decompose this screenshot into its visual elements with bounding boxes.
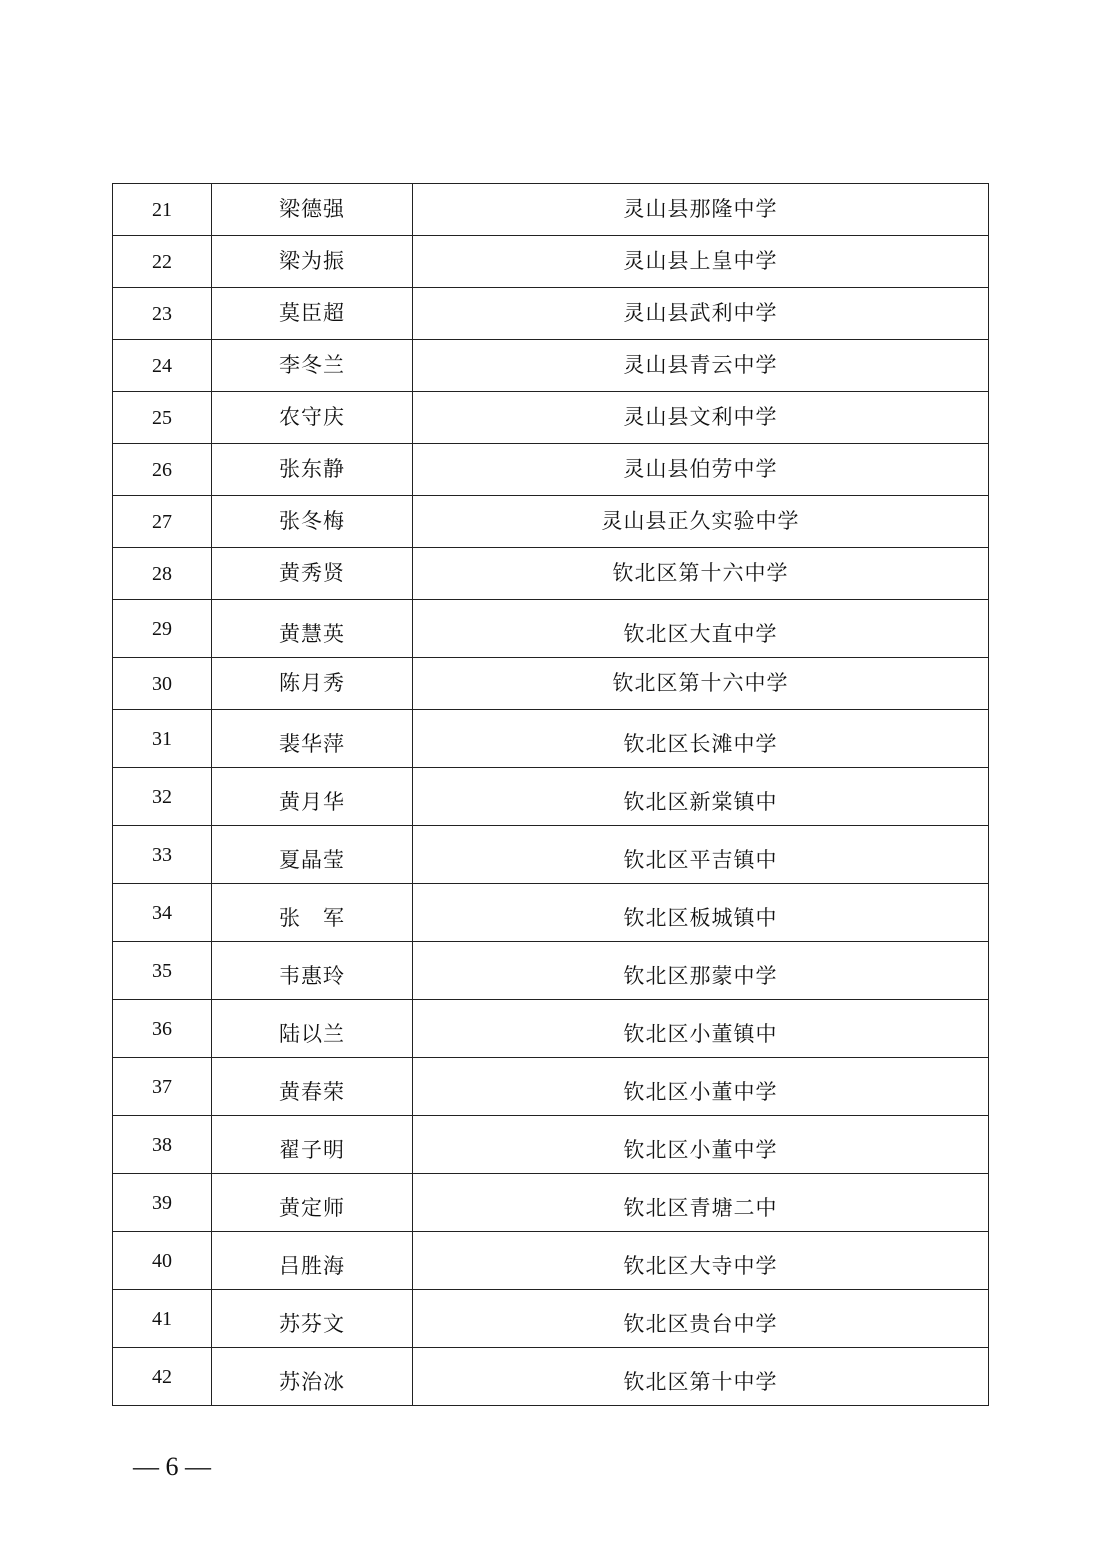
row-number: 42 bbox=[113, 1348, 212, 1406]
table-row bbox=[113, 444, 989, 496]
school-name: 钦北区板城镇中 bbox=[413, 884, 989, 942]
row-number: 30 bbox=[113, 658, 212, 710]
row-number: 34 bbox=[113, 884, 212, 942]
person-name: 苏芬文 bbox=[212, 1290, 413, 1348]
table-row bbox=[113, 392, 989, 444]
school-name: 钦北区大寺中学 bbox=[413, 1232, 989, 1290]
school-name: 钦北区小董镇中 bbox=[413, 1000, 989, 1058]
table-row bbox=[113, 600, 989, 658]
person-name: 李冬兰 bbox=[212, 340, 413, 392]
table-row bbox=[113, 496, 989, 548]
row-number: 27 bbox=[113, 496, 212, 548]
person-name: 张 军 bbox=[212, 884, 413, 942]
person-name: 翟子明 bbox=[212, 1116, 413, 1174]
table-row bbox=[113, 658, 989, 710]
table-row bbox=[113, 340, 989, 392]
row-number: 33 bbox=[113, 826, 212, 884]
school-name: 钦北区大直中学 bbox=[413, 600, 989, 658]
row-number: 23 bbox=[113, 288, 212, 340]
person-name: 黄春荣 bbox=[212, 1058, 413, 1116]
person-name: 张冬梅 bbox=[212, 496, 413, 548]
person-name: 黄月华 bbox=[212, 768, 413, 826]
person-name: 张东静 bbox=[212, 444, 413, 496]
person-name: 梁德强 bbox=[212, 184, 413, 236]
school-name: 灵山县正久实验中学 bbox=[413, 496, 989, 548]
row-number: 40 bbox=[113, 1232, 212, 1290]
row-number: 22 bbox=[113, 236, 212, 288]
row-number: 41 bbox=[113, 1290, 212, 1348]
table-row bbox=[113, 288, 989, 340]
school-name: 灵山县文利中学 bbox=[413, 392, 989, 444]
person-name: 黄秀贤 bbox=[212, 548, 413, 600]
person-name: 陆以兰 bbox=[212, 1000, 413, 1058]
row-number: 31 bbox=[113, 710, 212, 768]
school-name: 钦北区青塘二中 bbox=[413, 1174, 989, 1232]
table-row bbox=[113, 768, 989, 826]
school-name: 钦北区第十六中学 bbox=[413, 658, 989, 710]
school-name: 钦北区小董中学 bbox=[413, 1058, 989, 1116]
school-name: 钦北区第十六中学 bbox=[413, 548, 989, 600]
table-row bbox=[113, 710, 989, 768]
person-name: 农守庆 bbox=[212, 392, 413, 444]
table-row bbox=[113, 1348, 989, 1406]
row-number: 35 bbox=[113, 942, 212, 1000]
person-name: 韦惠玲 bbox=[212, 942, 413, 1000]
table-row bbox=[113, 1290, 989, 1348]
school-name: 钦北区平吉镇中 bbox=[413, 826, 989, 884]
person-name: 夏晶莹 bbox=[212, 826, 413, 884]
table-row bbox=[113, 236, 989, 288]
person-name: 吕胜海 bbox=[212, 1232, 413, 1290]
roster-table-body bbox=[113, 184, 989, 1406]
table-row bbox=[113, 1000, 989, 1058]
row-number: 38 bbox=[113, 1116, 212, 1174]
row-number: 24 bbox=[113, 340, 212, 392]
person-name: 裴华萍 bbox=[212, 710, 413, 768]
table-row bbox=[113, 184, 989, 236]
person-name: 陈月秀 bbox=[212, 658, 413, 710]
table-row bbox=[113, 1232, 989, 1290]
row-number: 36 bbox=[113, 1000, 212, 1058]
table-row bbox=[113, 1058, 989, 1116]
table-row bbox=[113, 548, 989, 600]
row-number: 21 bbox=[113, 184, 212, 236]
row-number: 37 bbox=[113, 1058, 212, 1116]
table-row bbox=[113, 1116, 989, 1174]
roster-table bbox=[112, 183, 989, 1406]
table-row bbox=[113, 1174, 989, 1232]
person-name: 黄定师 bbox=[212, 1174, 413, 1232]
table-row bbox=[113, 942, 989, 1000]
person-name: 梁为振 bbox=[212, 236, 413, 288]
school-name: 灵山县青云中学 bbox=[413, 340, 989, 392]
row-number: 28 bbox=[113, 548, 212, 600]
school-name: 钦北区那蒙中学 bbox=[413, 942, 989, 1000]
page-number: — 6 — bbox=[133, 1452, 211, 1481]
school-name: 灵山县上皇中学 bbox=[413, 236, 989, 288]
school-name: 灵山县武利中学 bbox=[413, 288, 989, 340]
school-name: 钦北区长滩中学 bbox=[413, 710, 989, 768]
table-row bbox=[113, 826, 989, 884]
school-name: 钦北区贵台中学 bbox=[413, 1290, 989, 1348]
person-name: 莫臣超 bbox=[212, 288, 413, 340]
row-number: 32 bbox=[113, 768, 212, 826]
person-name: 黄慧英 bbox=[212, 600, 413, 658]
row-number: 25 bbox=[113, 392, 212, 444]
row-number: 26 bbox=[113, 444, 212, 496]
school-name: 钦北区小董中学 bbox=[413, 1116, 989, 1174]
table-row bbox=[113, 884, 989, 942]
row-number: 29 bbox=[113, 600, 212, 658]
school-name: 灵山县伯劳中学 bbox=[413, 444, 989, 496]
school-name: 钦北区新棠镇中 bbox=[413, 768, 989, 826]
school-name: 钦北区第十中学 bbox=[413, 1348, 989, 1406]
person-name: 苏治冰 bbox=[212, 1348, 413, 1406]
row-number: 39 bbox=[113, 1174, 212, 1232]
school-name: 灵山县那隆中学 bbox=[413, 184, 989, 236]
